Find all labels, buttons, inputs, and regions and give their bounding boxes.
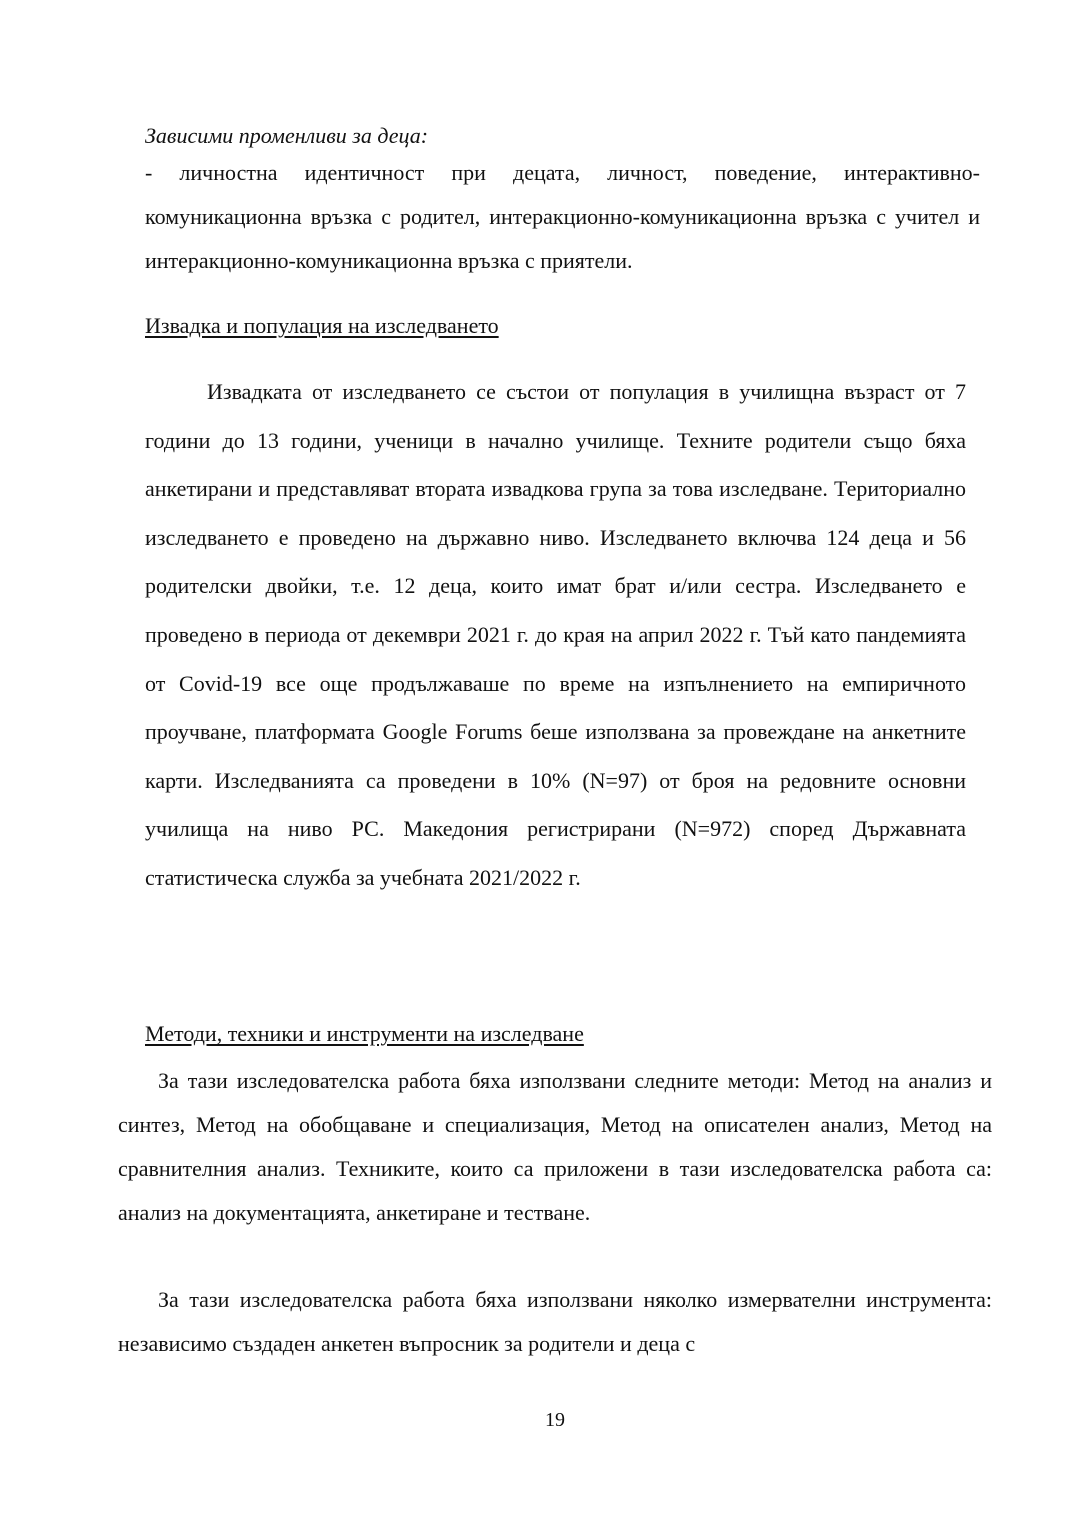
sample-section-heading: Извадка и популация на изследването xyxy=(145,313,499,338)
page-number: 19 xyxy=(545,1409,565,1431)
methods-section-heading: Методи, техники и инструменти на изследване xyxy=(145,1021,584,1046)
methods-paragraph-1: За тази изследователска работа бяха използвани следните методи: Метод на анализ и синтез, Метод на обобщаване и специализация, Метод на описателен анализ, Метод на сравнителния анализ. Техниките, които са приложени в тази изследователска работа са: анализ на документацията, анкетиране и тестване. xyxy=(118,1068,992,1225)
dependent-variables-title: Зависими променливи за деца: xyxy=(145,123,429,148)
sample-section-paragraph: Извадката от изследването се състои от популация в училищна възраст от 7 години до 13 години, ученици в начално училище. Техните родители също бяха анкетирани и представляват втората извадкова група за това изследване. Териториално изследването е проведено на държавно ниво. Изследването включва 124 деца и 56 родителски двойки, т.е. 12 деца, които имат брат и/или сестра. Изследването е проведено в периода от декември 2021 г. до края на април 2022 г. Тъй като пандемията от Covid-19 все още продължаваше по време на изпълнението на емпиричното проучване, платформата Google Forums беше използвана за провеждане на анкетните карти. Изследванията са проведени в 10% (N=97) от броя на редовните основни училища на ниво РС. Македония регистрирани (N=972) според Държавната статистическа служба за учебната 2021/2022 г. xyxy=(145,379,966,890)
methods-paragraph-2: За тази изследователска работа бяха използвани няколко измервателни инструмента: независимо създаден анкетен въпросник за родители и деца с xyxy=(118,1287,992,1356)
dependent-variables-text: - личностна идентичност при децата, личност, поведение, интерактивно-комуникационна връзка с родител, интеракционно-комуникационна връзка с учител и интеракционно-комуникационна връзка с приятели. xyxy=(145,160,980,273)
